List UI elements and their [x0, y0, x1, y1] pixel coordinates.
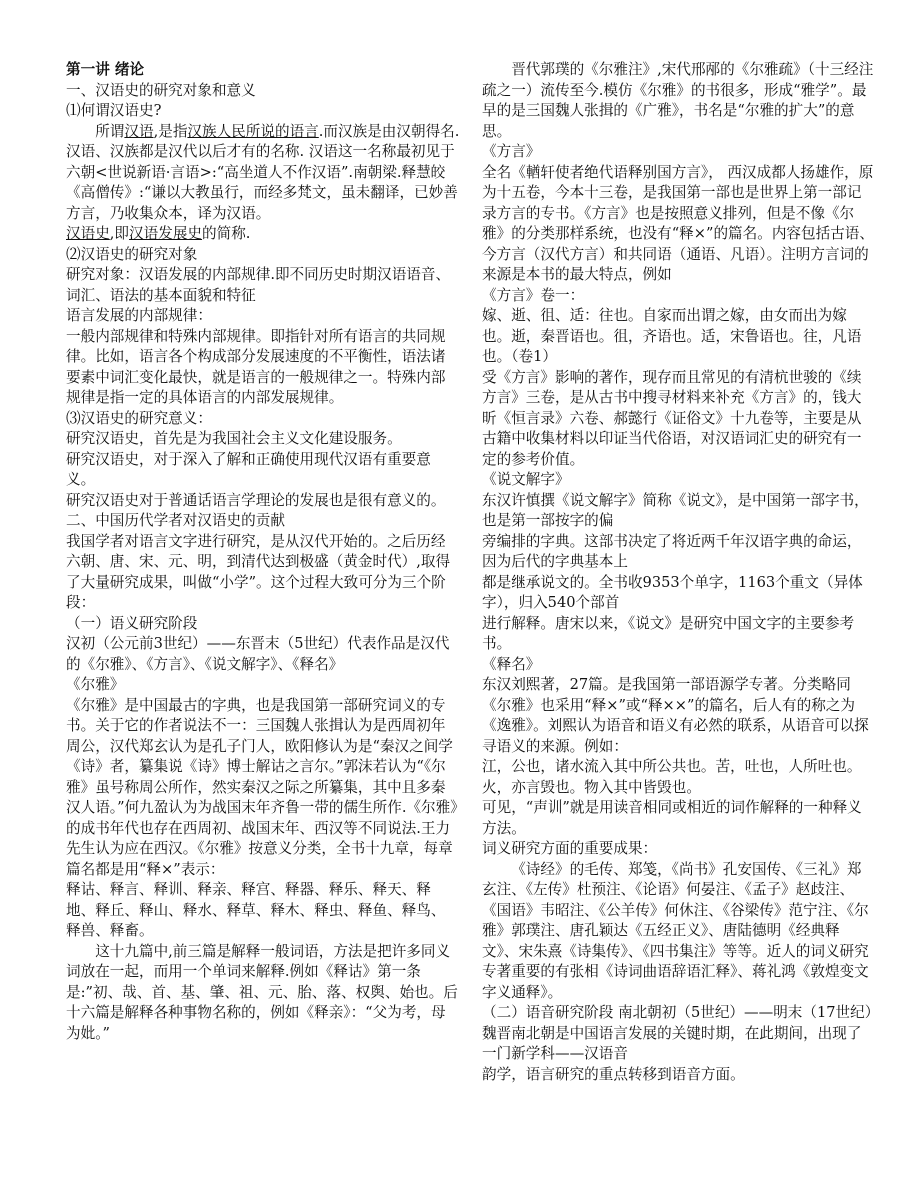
paragraph: 东汉刘熙著，27篇。是我国第一部语源学专著。分类略同《尔雅》也采用“释×”或“释××”的篇名，后人有的称之为《逸雅》。刘熙认为语音和语义有必然的联系，从语音可以探寻语义的来源。例如： [482, 676, 869, 755]
paragraph: 研究对象：汉语发展的内部规律.即不同历史时期汉语语音、词汇、语法的基本面貌和特征 [66, 266, 451, 304]
paragraph: 《诗经》的毛传、郑笺，《尚书》孔安国传、《三礼》郑玄注、《左传》杜预注、《论语》何晏注、《孟子》赵歧注、《国语》韦昭注、《公羊传》何休注、《谷梁传》范宁注、《尔雅》郭璞注、唐孔颖达《五经正义》、唐陆德明《经典释文》、宋朱熹《诗集传》、《四书集注》等等。近人的词义研究专著重要的有张相《诗词曲语辞语汇释》、蒋礼鸿《敦煌变文字义通释》。 [482, 860, 869, 1001]
paragraph: 进行解释。唐宋以来，《说文》是研究中国文字的主要参考书。 [482, 614, 855, 652]
paragraph: 嫁、逝、徂、适：往也。自家而出谓之嫁，由女而出为嫁也。逝，秦晋语也。徂，齐语也。适，宋鲁语也。往，凡语也。（卷1） [482, 307, 862, 365]
paragraph [66, 122, 460, 225]
underlined-term: 汉族人民所说的语言 [187, 122, 319, 140]
text-span: .而汉族是由汉朝得名.汉语、汉族都是汉代以后才有的名称. 汉语这一名称最初见于六朝<世说新语·言语>:“高坐道人不作汉语”.南朝梁.释慧皎《高僧传》:“谦以大教虽行，而经多梵文，虽未翻译，已妙善方言，乃收集众本，译为汉语。 [66, 122, 460, 222]
book-heading: 《说文解字》 [482, 471, 570, 488]
paragraph: 都是继承说文的。全书收9353个单字，1163个重文（异体字），归入540个部首 [482, 573, 863, 611]
paragraph: 《尔雅》是中国最古的字典，也是我国第一部研究词义的专书。关于它的作者说法不一：三国魏人张揖认为是西周初年周公，汉代郑玄认为是孔子门人，欧阳修认为是“秦汉之间学《诗》者，纂集说《诗》博士解诂之言尔。”郭沫若认为“《尔雅》虽号称周公所作，然实秦汉之际之所纂集，其中且多秦汉人语。”何九盈认为为战国末年齐鲁一带的儒生所作.《尔雅》的成书年代也存在西周初、战国末年、西汉等不同说法.王力先生认为应在西汉。《尔雅》按意义分类，全书十九章，每章篇名都是用“释×”表示： [66, 696, 458, 878]
paragraph: 魏晋南北朝是中国语言发展的关键时期，在此期间，出现了一门新学科——汉语音 [482, 1024, 862, 1062]
paragraph: 释诂、释言、释训、释亲、释宫、释器、释乐、释天、释地、释丘、释山、释水、释草、释木、释虫、释鱼、释鸟、释兽、释畜。 [66, 881, 446, 939]
stage-heading: （一）语义研究阶段 [66, 614, 198, 632]
paragraph: 汉初（公元前3世纪）——东晋末（5世纪）代表作品是汉代的《尔雅》、《方言》、《说文解字》、《释名》 [66, 635, 450, 673]
paragraph: 受《方言》影响的著作，现存而且常见的有清杭世骏的《续方言》三卷，是从古书中搜寻材料来补充《方言》的，钱大昕《恒言录》六卷、郝懿行《证俗文》十九卷等，主要是从古籍中收集材料以印证当代俗语，对汉语词汇史的研究有一定的参考价值。 [482, 368, 862, 468]
underlined-term: 汉语 [124, 122, 154, 140]
text-span: 的简称. [202, 225, 251, 242]
paragraph: 词义研究方面的重要成果： [482, 840, 658, 857]
lecture-title: 第一讲 绪论 [66, 61, 145, 78]
subsection-heading: ⑵汉语史的研究对象 [66, 245, 198, 263]
paragraph: 江，公也，诸水流入其中所公共也。苦，吐也，人所吐也。火，亦言毁也。物入其中皆毁也。 [482, 758, 862, 796]
book-heading: 《尔雅》 [66, 676, 125, 693]
paragraph [66, 224, 460, 245]
stage-heading: （二）语音研究阶段 南北朝初（5世纪）——明末（17世纪） [482, 1004, 880, 1021]
paragraph: 这十九篇中,前三篇是解释一般词语，方法是把许多同义词放在一起，而用一个单词来解释.例如《释诂》第一条是:”初、哉、首、基、肇、祖、元、胎、落、权舆、始也。后十六篇是解释各种事物名称的，例如《释亲》：“父为考，母为妣。” [66, 942, 458, 1042]
left-column [66, 60, 460, 1044]
text-span: ,是指 [153, 122, 188, 140]
paragraph: 《方言》卷一： [482, 286, 585, 304]
paragraph: 语言发展的内部规律： [66, 307, 212, 324]
paragraph: 东汉许慎撰《说文解字》简称《说文》，是中国第一部字书，也是第一部按字的偏 [482, 491, 869, 529]
paragraph: 我国学者对语言文字进行研究，是从汉代开始的。之后历经六朝、唐、宋、元、明，到清代达到极盛（黄金时代）,取得了大量研究成果，叫做“小学”。这个过程大致可分为三个阶段： [66, 532, 451, 611]
paragraph: 旁编排的字典。这部书决定了将近两千年汉语字典的命运，因为后代的字典基本上 [482, 532, 862, 570]
right-column [482, 60, 880, 1085]
paragraph: 晋代郭璞的《尔雅注》,宋代邢邴的《尔雅疏》（十三经注疏之一）流传至今.模仿《尔雅》的书很多，形成“雅学”。最早的是三国魏人张揖的《广雅》，书名是“尔雅的扩大”的意思。 [482, 61, 874, 140]
text-span: 所谓 [95, 122, 125, 140]
underlined-term: 汉语发展史 [129, 225, 203, 242]
paragraph: 韵学，语言研究的重点转移到语音方面。 [482, 1065, 745, 1083]
book-heading: 《释名》 [482, 655, 541, 673]
paragraph: 研究汉语史，首先是为我国社会主义文化建设服务。 [66, 430, 402, 447]
paragraph: 可见，“声训”就是用读音相同或相近的词作解释的一种释义方法。 [482, 799, 862, 837]
paragraph: 全名《輶轩使者绝代语释别国方言》， 西汉成都人扬雄作，原为十五卷，今本十三卷，是我国第一部也是世界上第一部记录方言的专书。《方言》也是按照意义排列，但是不像《尔雅》的分类那样系统，也没有“释×”的篇名。内容包括古语、今方言（汉代方言）和共同语（通语、凡语）。注明方言词的来源是本书的最大特点，例如 [482, 163, 874, 283]
book-heading: 《方言》 [482, 143, 541, 160]
section-heading: 一、汉语史的研究对象和意义 [66, 81, 256, 99]
paragraph: 研究汉语史对于普通话语言学理论的发展也是很有意义的。 [66, 491, 446, 509]
text-span: ,即 [109, 225, 130, 242]
underlined-term: 汉语史 [66, 225, 110, 242]
section-heading: 二、中国历代学者对汉语史的贡献 [66, 512, 285, 529]
subsection-heading: ⑴何谓汉语史? [66, 102, 162, 119]
paragraph: 研究汉语史，对于深入了解和正确使用现代汉语有重要意义。 [66, 450, 431, 488]
paragraph: 一般内部规律和特殊内部规律。即指针对所有语言的共同规律。比如，语言各个构成部分发展速度的不平衡性，语法诸要素中词汇变化最快，就是语言的一般规律之一。特殊内部规律是指一定的具体语言的内部发展规律。 [66, 327, 446, 406]
subsection-heading: ⑶汉语史的研究意义： [66, 409, 212, 427]
